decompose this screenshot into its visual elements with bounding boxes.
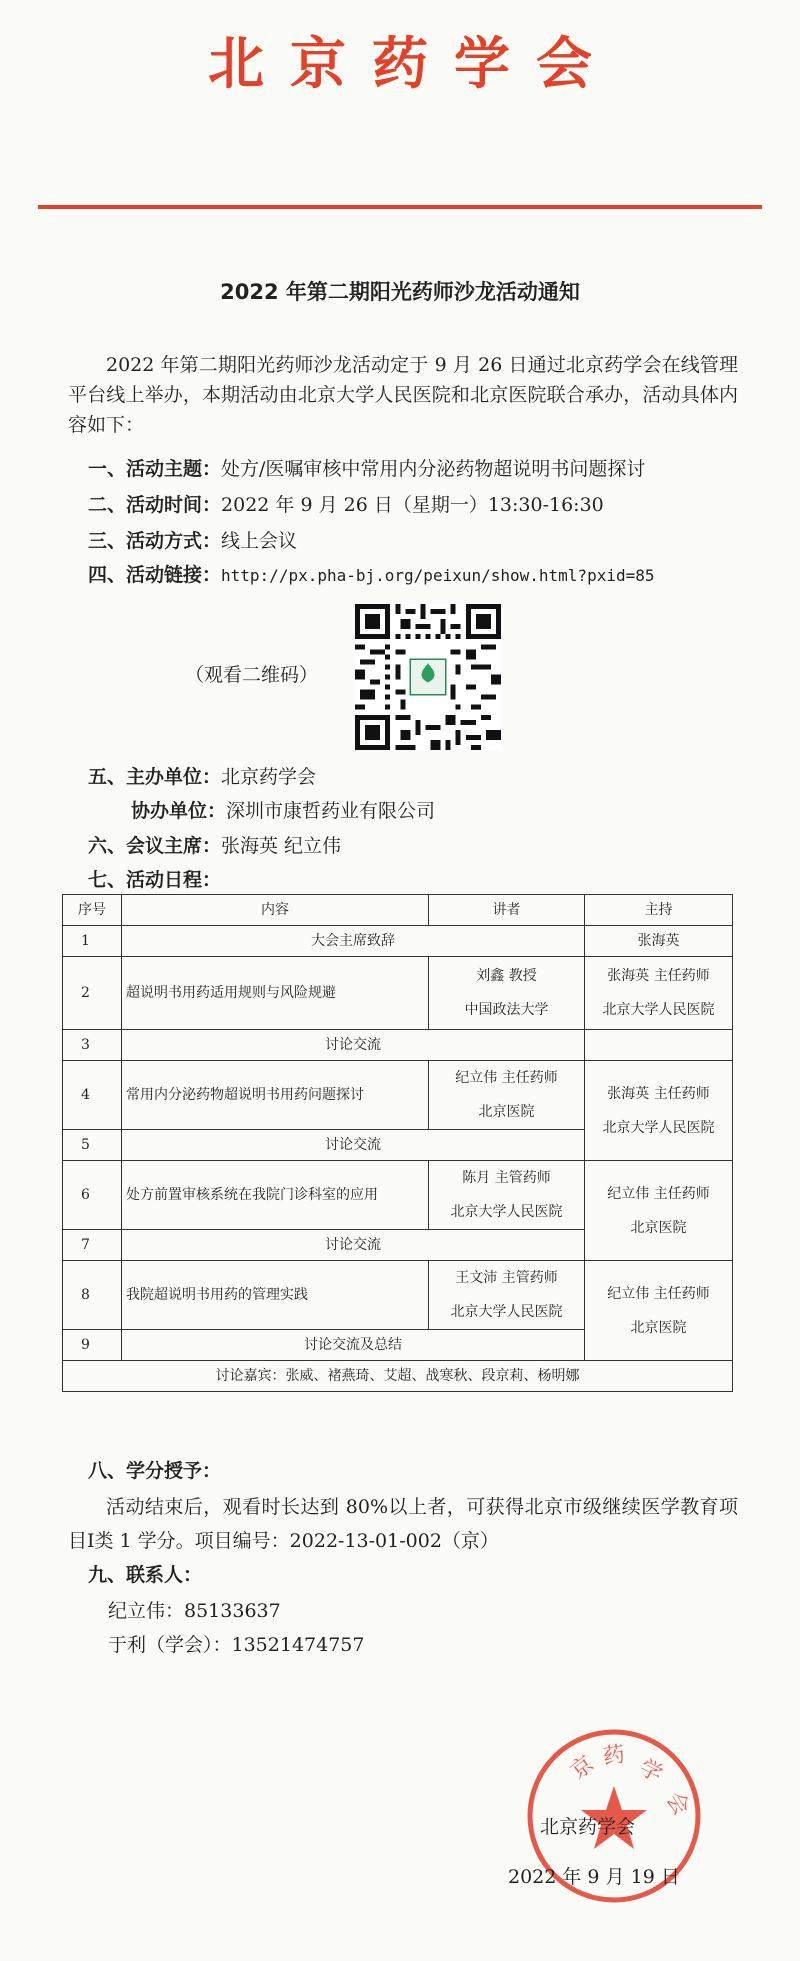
- table-row: [63, 1061, 733, 1130]
- table-row: [63, 1261, 733, 1330]
- row-host: [585, 1030, 733, 1061]
- header-no: 序号: [63, 895, 122, 926]
- item-schedule: [88, 863, 221, 897]
- item-time-label: 二、活动时间：: [88, 494, 222, 516]
- signature-date: 2022 年 9 月 19 日: [508, 1866, 680, 1888]
- row-number: 1: [63, 926, 122, 957]
- item-chairs: [88, 829, 341, 863]
- contact-item: 于利（学会）：13521474757: [108, 1634, 365, 1656]
- item-theme-value: 处方/医嘱审核中常用内分泌药物超说明书问题探讨: [221, 458, 646, 480]
- item-time-value: 2022 年 9 月 26 日（星期一）13:30-16:30: [221, 494, 604, 516]
- letterhead-title: 北京药学会: [208, 32, 618, 97]
- item-co-host: [131, 794, 435, 828]
- header-host: 主持: [585, 895, 733, 926]
- speaker-name: 王文沛 主管药师: [455, 1270, 558, 1286]
- header-speaker: 讲者: [429, 895, 585, 926]
- header-content: 内容: [122, 895, 429, 926]
- host-name: 纪立伟 主任药师: [607, 1185, 710, 1202]
- letterhead-rule: [38, 205, 762, 209]
- table-row: [63, 1030, 733, 1061]
- host-org: 北京大学人民医院: [602, 1002, 715, 1018]
- row-content: 我院超说明书用药的管理实践: [122, 1261, 429, 1330]
- table-row: [63, 957, 733, 1030]
- row-content: 常用内分泌药物超说明书用药问题探讨: [122, 1061, 429, 1130]
- credit-label: 八、学分授予：: [88, 1460, 222, 1482]
- item-host-unit-label: 五、主办单位：: [88, 766, 222, 788]
- row-host: [585, 1261, 733, 1361]
- contact-item: 纪立伟：85133637: [108, 1600, 281, 1622]
- svg-text:会: 会: [660, 1787, 694, 1820]
- row-number: 7: [63, 1230, 122, 1261]
- row-content: 讨论交流: [122, 1130, 585, 1161]
- item-method-value: 线上会议: [221, 530, 298, 552]
- row-speaker: [429, 1161, 585, 1230]
- table-row: [63, 926, 733, 957]
- speaker-name: 陈月 主管药师: [462, 1170, 551, 1186]
- row-content: 讨论交流: [122, 1230, 585, 1261]
- item-method: [88, 524, 297, 558]
- item-theme-label: 一、活动主题：: [88, 458, 222, 480]
- row-number: 6: [63, 1161, 122, 1230]
- item-host-unit-value: 北京药学会: [221, 766, 317, 788]
- guests-row: [63, 1361, 733, 1392]
- qr-code[interactable]: [355, 604, 501, 750]
- svg-text:京: 京: [566, 1751, 600, 1785]
- speaker-name: 纪立伟 主任药师: [455, 1070, 558, 1086]
- qr-caption: （观看二维码）: [185, 664, 319, 686]
- credit-heading: [88, 1454, 221, 1488]
- item-link: [88, 558, 655, 593]
- host-name: 纪立伟 主任药师: [607, 1285, 710, 1302]
- credit-paragraph: 活动结束后，观看时长达到 80%以上者，可获得北京市级继续医学教育项目Ⅰ类 1 学分。项目编号：2022-13-01-002（京）: [68, 1496, 738, 1552]
- row-content: 超说明书用药适用规则与风险规避: [122, 957, 429, 1030]
- svg-text:学: 学: [635, 1755, 667, 1788]
- row-host: 张海英: [585, 926, 733, 957]
- speaker-org: 北京大学人民医院: [450, 1304, 563, 1320]
- speaker-name: 刘鑫 教授: [476, 968, 537, 984]
- item-time: [88, 488, 604, 522]
- item-co-host-label: 协办单位：: [131, 800, 227, 822]
- svg-text:药: 药: [601, 1742, 627, 1770]
- item-schedule-label: 七、活动日程：: [88, 869, 222, 891]
- row-number: 2: [63, 957, 122, 1030]
- row-host: [585, 1161, 733, 1261]
- item-link-label: 四、活动链接：: [88, 564, 222, 586]
- contacts-label: 九、联系人：: [88, 1564, 203, 1586]
- item-theme: [88, 452, 645, 486]
- schedule-table: [62, 894, 733, 1392]
- row-content: 讨论交流: [122, 1030, 585, 1061]
- row-content: 处方前置审核系统在我院门诊科室的应用: [122, 1161, 429, 1230]
- discussion-guests: 讨论嘉宾：张威、褚燕琦、艾超、战寒秋、段京莉、杨明娜: [63, 1361, 733, 1392]
- item-co-host-value: 深圳市康哲药业有限公司: [226, 800, 436, 822]
- item-method-label: 三、活动方式：: [88, 530, 222, 552]
- row-content: 大会主席致辞: [122, 926, 585, 957]
- row-number: 5: [63, 1130, 122, 1161]
- row-number: 4: [63, 1061, 122, 1130]
- host-org: 北京医院: [630, 1319, 687, 1336]
- item-chairs-value: 张海英 纪立伟: [221, 835, 342, 857]
- activity-link[interactable]: http://px.pha-bj.org/peixun/show.html?pxid=85: [221, 566, 655, 585]
- intro-paragraph: 2022 年第二期阳光药师沙龙活动定于 9 月 26 日通过北京药学会在线管理平台线上举办，本期活动由北京大学人民医院和北京医院联合承办，活动具体内容如下：: [68, 354, 738, 436]
- row-speaker: [429, 1261, 585, 1330]
- row-speaker: [429, 957, 585, 1030]
- host-org: 北京大学人民医院: [602, 1119, 715, 1136]
- row-host: [585, 1061, 733, 1161]
- contacts-heading: [88, 1558, 202, 1592]
- row-content: 讨论交流及总结: [122, 1330, 585, 1361]
- host-name: 张海英 主任药师: [607, 968, 710, 984]
- row-number: 9: [63, 1330, 122, 1361]
- signature-org: 北京药学会: [540, 1816, 636, 1838]
- schedule-header-row: [63, 895, 733, 926]
- row-speaker: [429, 1061, 585, 1130]
- host-org: 北京医院: [630, 1219, 687, 1236]
- speaker-org: 北京大学人民医院: [450, 1204, 563, 1220]
- speaker-org: 中国政法大学: [464, 1002, 549, 1018]
- item-host-unit: [88, 760, 316, 794]
- document-title: 2022 年第二期阳光药师沙龙活动通知: [220, 280, 580, 304]
- table-row: [63, 1161, 733, 1230]
- row-number: 8: [63, 1261, 122, 1330]
- host-name: 张海英 主任药师: [607, 1085, 710, 1102]
- row-host: [585, 957, 733, 1030]
- speaker-org: 北京医院: [478, 1104, 535, 1120]
- item-chairs-label: 六、会议主席：: [88, 835, 222, 857]
- row-number: 3: [63, 1030, 122, 1061]
